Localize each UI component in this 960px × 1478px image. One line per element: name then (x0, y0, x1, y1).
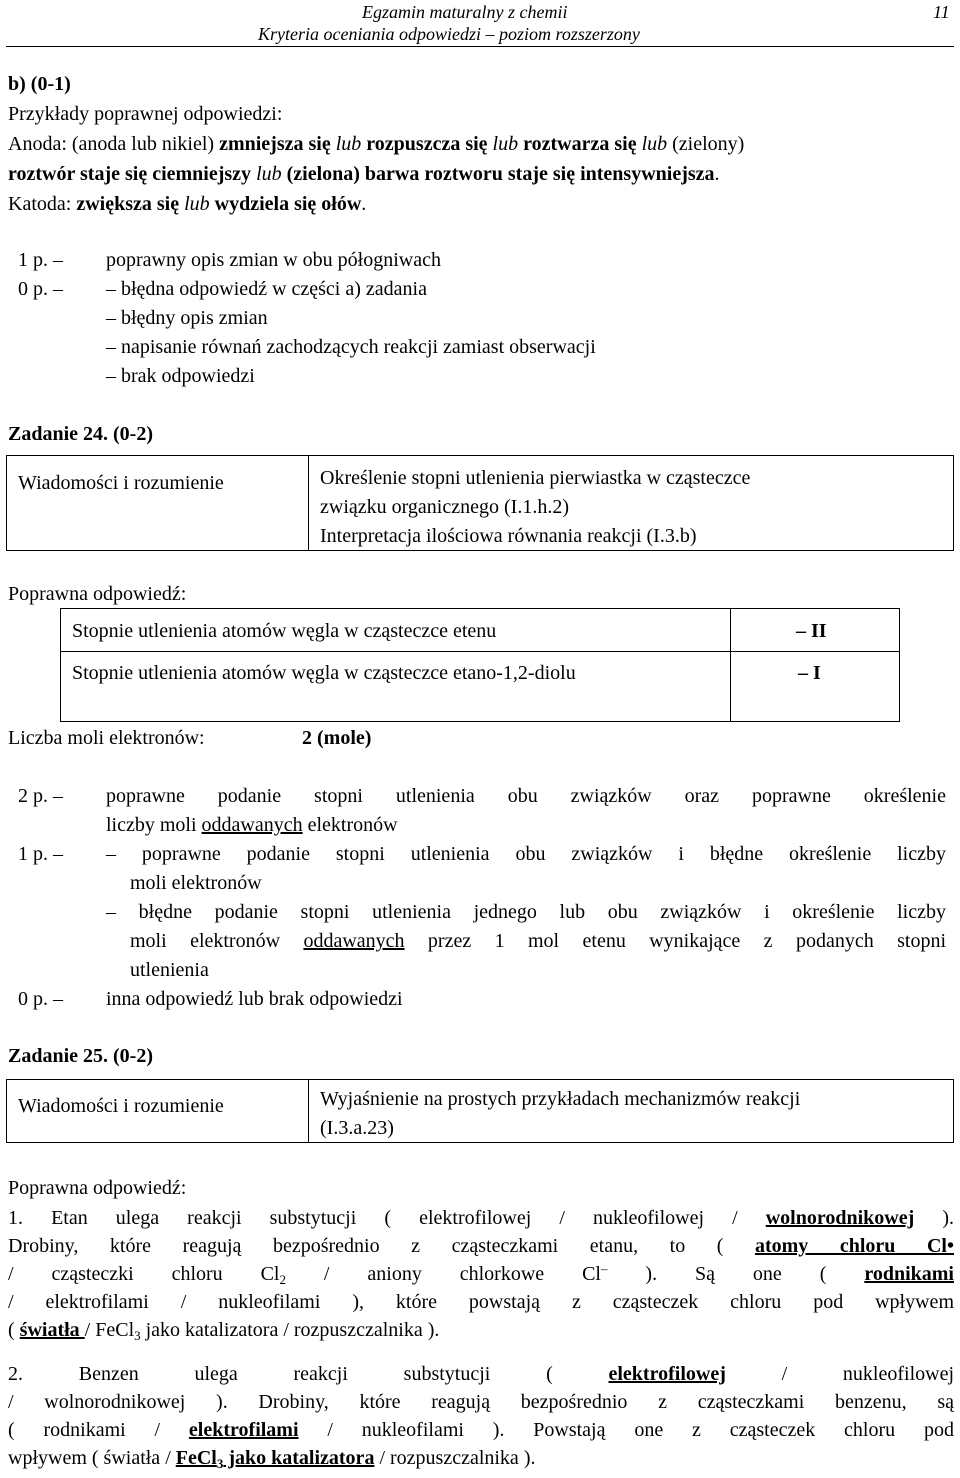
part-b-heading: b) (0-1) (8, 73, 71, 95)
task24-category: Wiadomości i rozumienie (18, 472, 224, 494)
task24-info-divider (308, 455, 309, 551)
score-0p-item: – błędny opis zmian (106, 307, 268, 329)
score-0p-item: – błędna odpowiedź w części a) zadania (106, 278, 427, 300)
answer-p1-line: / cząsteczki chloru $Cl_2$ / aniony chlorkowe Cl– ). Są one ( rodnikami (8, 1261, 954, 1287)
oxidation-table-rule (60, 651, 900, 652)
score-2p-text-2: liczby moli oddawanych elektronów (106, 814, 398, 836)
score-1p-item-cont: moli elektronów (130, 872, 262, 894)
score-1p-text: poprawny opis zmian w obu półogniwach (106, 249, 441, 271)
header-title: Egzamin maturalny z chemii (362, 2, 568, 22)
answer-p1-line: Drobiny, które reagują bezpośrednio z cząsteczkami etanu, to ( atomy chloru Cl• (8, 1235, 954, 1257)
task25-info-divider (308, 1079, 309, 1143)
answer-p2-line: / wolnorodnikowej ). Drobiny, które reagują bezpośrednio z cząsteczkami benzenu, są (8, 1391, 954, 1413)
score-1p-label: 1 p. – (18, 249, 63, 271)
task25-heading: Zadanie 25. (0-2) (8, 1045, 153, 1067)
task24-requirement: Określenie stopni utlenienia pierwiastka w cząsteczce (320, 467, 751, 489)
anode-line-2: roztwór staje się ciemniejszy lub (zielona) barwa roztworu staje się intensywniejsza. (8, 163, 720, 185)
answer-p2-line: 2. Benzen ulega reakcji substytucji ( elektrofilowej / nukleofilowej (8, 1363, 955, 1385)
score-1p-item: – błędne podanie stopni utlenienia jednego lub obu związków i określenie liczby (106, 901, 946, 923)
score-0p-label: 0 p. – (18, 278, 63, 300)
answer-p1-line: ( światła / FeCl$_3$ jako katalizatora / rozpuszczalnika ). (8, 1319, 440, 1343)
score-0p-label: 0 p. – (18, 988, 63, 1010)
score-1p-item-cont: utlenienia (130, 959, 209, 981)
page-number: 11 (933, 2, 950, 22)
task24-answer-label: Poprawna odpowiedź: (8, 583, 187, 605)
electrons-label: Liczba moli elektronów: (8, 727, 205, 749)
task25-answer-label: Poprawna odpowiedź: (8, 1177, 187, 1199)
electrons-value: 2 (mole) (302, 727, 372, 749)
task25-category: Wiadomości i rozumienie (18, 1095, 224, 1117)
header-subtitle: Kryteria oceniania odpowiedzi – poziom rozszerzony (258, 24, 640, 44)
task24-requirement: związku organicznego (I.1.h.2) (320, 496, 569, 518)
answer-p1-line: / elektrofilami / nukleofilami ), które powstają z cząsteczek chloru pod wpływem (8, 1291, 954, 1313)
task24-heading: Zadanie 24. (0-2) (8, 423, 153, 445)
answer-p2-line: ( rodnikami / elektrofilami / nukleofilami ). Powstają one z cząsteczek chloru pod (8, 1419, 954, 1441)
oxidation-table-divider (730, 608, 731, 722)
table-row-value: – II (796, 620, 827, 642)
task25-requirement: Wyjaśnienie na prostych przykładach mechanizmów reakcji (320, 1088, 801, 1110)
task25-requirement-2: (I.3.a.23) (320, 1117, 394, 1139)
examples-label: Przykłady poprawnej odpowiedzi: (8, 103, 283, 125)
score-1p-label: 1 p. – (18, 843, 63, 865)
task24-requirement: Interpretacja ilościowa równania reakcji (I.3.b) (320, 525, 697, 547)
table-row-label: Stopnie utlenienia atomów węgla w cząsteczce etenu (72, 620, 497, 642)
score-0p-text: inna odpowiedź lub brak odpowiedzi (106, 988, 403, 1010)
score-1p-item: – poprawne podanie stopni utlenienia obu związków i błędne określenie liczby (106, 843, 946, 865)
anode-line-1: Anoda: (anoda lub nikiel) zmniejsza się lub rozpuszcza się lub roztwarza się lub (zielony) (8, 133, 745, 155)
score-2p-text: poprawne podanie stopni utlenienia obu związków oraz poprawne określenie (106, 785, 946, 807)
header-rule (6, 46, 954, 47)
table-row-label: Stopnie utlenienia atomów węgla w cząsteczce etano-1,2-diolu (72, 662, 576, 684)
table-row-value: – I (798, 662, 821, 684)
score-2p-label: 2 p. – (18, 785, 63, 807)
answer-p1-line: 1. Etan ulega reakcji substytucji ( elektrofilowej / nukleofilowej / wolnorodnikowej ). (8, 1207, 954, 1229)
score-1p-item-cont: moli elektronów oddawanych przez 1 mol etenu wynikające z podanych stopni (130, 930, 946, 952)
answer-p2-line: wpływem ( światła / FeCl$_3$ jako katalizatora / rozpuszczalnika ). (8, 1447, 536, 1471)
score-0p-item: – brak odpowiedzi (106, 365, 255, 387)
score-0p-item: – napisanie równań zachodzących reakcji zamiast obserwacji (106, 336, 596, 358)
cathode-line: Katoda: zwiększa się lub wydziela się ołów. (8, 193, 367, 215)
